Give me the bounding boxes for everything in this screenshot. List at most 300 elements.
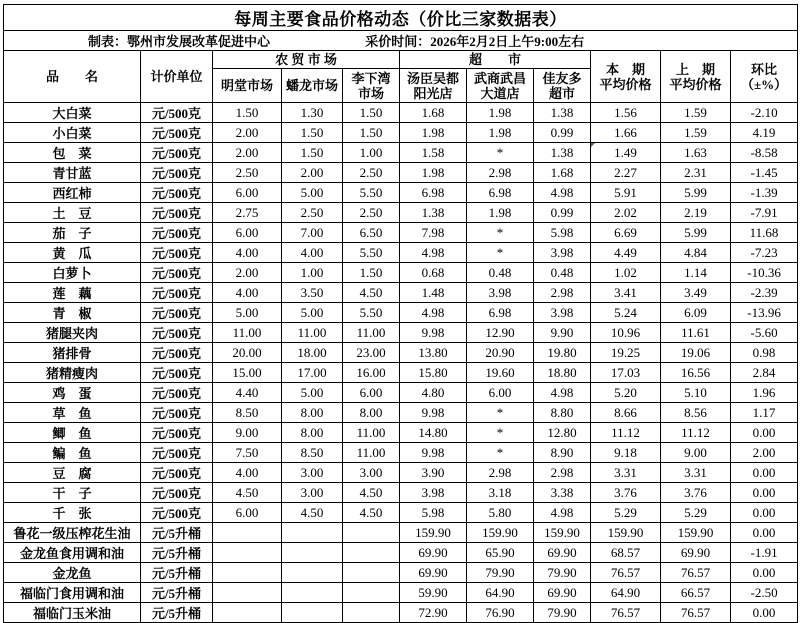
unit-cell: 元/500克 (141, 403, 213, 423)
item-name-cell: 草 鱼 (4, 403, 141, 423)
cell-jiayouduo: 79.90 (534, 563, 591, 583)
col-header-current-avg (591, 51, 661, 103)
cell-lixiawan: 1.50 (343, 103, 400, 123)
cell-panlong: 18.00 (282, 343, 343, 363)
unit-cell: 元/500克 (141, 503, 213, 523)
cell-mingtang: 6.00 (213, 503, 282, 523)
cell-lixiawan: 4.50 (343, 283, 400, 303)
table-row (4, 423, 798, 443)
cell-wushang-wuchang: * (467, 243, 534, 263)
current-avg-line2: 平均价格 (599, 76, 652, 92)
cell-jiayouduo: 4.98 (534, 183, 591, 203)
cell-mingtang (213, 563, 282, 583)
cell-jiayouduo: 2.98 (534, 463, 591, 483)
cell-ratio: 0.00 (731, 503, 798, 523)
item-name-cell: 黄 瓜 (4, 243, 141, 263)
survey-time-label: 采价时间：2026年2月2日上午9:00左右 (365, 34, 585, 49)
cell-current-avg: 76.57 (591, 603, 661, 623)
cell-mingtang (213, 583, 282, 603)
cell-ratio: -13.96 (731, 303, 798, 323)
cell-wushang-wuchang: 19.60 (467, 363, 534, 383)
cell-panlong: 4.50 (282, 503, 343, 523)
col-group-farmers-market: 农 贸 市 场 (213, 51, 400, 69)
table-row (4, 303, 798, 323)
cell-mingtang: 2.75 (213, 203, 282, 223)
cell-panlong: 2.50 (282, 203, 343, 223)
table-header-section (4, 5, 798, 103)
cell-ratio: 2.84 (731, 363, 798, 383)
cell-mingtang: 2.00 (213, 143, 282, 163)
item-name-cell: 莲 藕 (4, 283, 141, 303)
unit-cell: 元/500克 (141, 383, 213, 403)
cell-previous-avg: 5.99 (661, 183, 731, 203)
cell-ratio: -2.50 (731, 583, 798, 603)
cell-current-avg: 3.76 (591, 483, 661, 503)
table-row (4, 323, 798, 343)
cell-ratio: 0.00 (731, 603, 798, 623)
cell-panlong: 8.50 (282, 443, 343, 463)
cell-jiayouduo: 0.48 (534, 263, 591, 283)
cell-mingtang: 20.00 (213, 343, 282, 363)
cell-wushang-wuchang: 12.90 (467, 323, 534, 343)
cell-tangchen-wudu: 7.98 (400, 223, 467, 243)
cell-current-avg: 10.96 (591, 323, 661, 343)
col-header-item-name: 品 名 (4, 51, 141, 103)
cell-jiayouduo: 2.98 (534, 283, 591, 303)
cell-current-avg: 2.27 (591, 163, 661, 183)
market-name-line1: 李下湾 (351, 70, 391, 86)
cell-panlong (282, 563, 343, 583)
item-name-cell: 千 张 (4, 503, 141, 523)
cell-panlong (282, 523, 343, 543)
cell-wushang-wuchang: 64.90 (467, 583, 534, 603)
cell-panlong: 17.00 (282, 363, 343, 383)
table-row (4, 523, 798, 543)
unit-cell: 元/500克 (141, 423, 213, 443)
unit-cell: 元/500克 (141, 303, 213, 323)
cell-previous-avg: 69.90 (661, 543, 731, 563)
item-name-cell: 青甘蓝 (4, 163, 141, 183)
cell-lixiawan: 11.00 (343, 443, 400, 463)
cell-ratio: -5.60 (731, 323, 798, 343)
table-row (4, 383, 798, 403)
cell-mingtang: 4.50 (213, 483, 282, 503)
table-row (4, 163, 798, 183)
cell-panlong: 1.30 (282, 103, 343, 123)
cell-lixiawan: 23.00 (343, 343, 400, 363)
cell-current-avg: 5.91 (591, 183, 661, 203)
cell-jiayouduo: 69.90 (534, 583, 591, 603)
cell-jiayouduo: 4.98 (534, 503, 591, 523)
cell-wushang-wuchang: 1.98 (467, 103, 534, 123)
current-avg-line1: 本 期 (605, 61, 645, 77)
cell-previous-avg: 5.29 (661, 503, 731, 523)
cell-wushang-wuchang: 1.98 (467, 203, 534, 223)
unit-cell: 元/500克 (141, 123, 213, 143)
item-name-cell: 福临门食用调和油 (4, 583, 141, 603)
cell-previous-avg: 3.76 (661, 483, 731, 503)
price-table (3, 4, 798, 623)
market-name-line2: 市场 (357, 85, 384, 101)
unit-cell: 元/500克 (141, 263, 213, 283)
item-name-cell: 白萝卜 (4, 263, 141, 283)
cell-previous-avg: 2.19 (661, 203, 731, 223)
cell-ratio: 1.96 (731, 383, 798, 403)
cell-current-avg: 1.02 (591, 263, 661, 283)
cell-panlong: 2.00 (282, 163, 343, 183)
item-name-cell: 包 菜 (4, 143, 141, 163)
table-row (4, 263, 798, 283)
cell-previous-avg: 1.14 (661, 263, 731, 283)
col-header-market-panlong (282, 69, 343, 103)
cell-lixiawan: 5.50 (343, 243, 400, 263)
cell-mingtang: 8.50 (213, 403, 282, 423)
cell-wushang-wuchang: 6.98 (467, 303, 534, 323)
table-row (4, 563, 798, 583)
cell-lixiawan: 4.50 (343, 503, 400, 523)
cell-ratio: -2.39 (731, 283, 798, 303)
ratio-line1: 环比 (751, 61, 778, 77)
cell-wushang-wuchang: 0.48 (467, 263, 534, 283)
cell-jiayouduo: 3.98 (534, 243, 591, 263)
cell-current-avg: 1.66 (591, 123, 661, 143)
item-name-cell: 豆 腐 (4, 463, 141, 483)
unit-cell: 元/500克 (141, 243, 213, 263)
cell-ratio: 1.17 (731, 403, 798, 423)
cell-ratio: 0.00 (731, 523, 798, 543)
table-row (4, 203, 798, 223)
cell-wushang-wuchang: * (467, 443, 534, 463)
cell-tangchen-wudu: 9.98 (400, 323, 467, 343)
cell-previous-avg: 3.31 (661, 463, 731, 483)
table-row (4, 183, 798, 203)
cell-previous-avg: 11.61 (661, 323, 731, 343)
cell-lixiawan: 1.50 (343, 123, 400, 143)
cell-tangchen-wudu: 4.80 (400, 383, 467, 403)
table-row (4, 543, 798, 563)
cell-lixiawan: 6.00 (343, 383, 400, 403)
previous-avg-line1: 上 期 (675, 61, 715, 77)
cell-wushang-wuchang: * (467, 423, 534, 443)
cell-current-avg: 19.25 (591, 343, 661, 363)
cell-tangchen-wudu: 14.80 (400, 423, 467, 443)
cell-ratio: 0.00 (731, 423, 798, 443)
cell-panlong: 7.00 (282, 223, 343, 243)
cell-mingtang: 5.00 (213, 303, 282, 323)
cell-jiayouduo: 69.90 (534, 543, 591, 563)
cell-previous-avg: 1.63 (661, 143, 731, 163)
item-name-cell: 鸡 蛋 (4, 383, 141, 403)
cell-previous-avg: 8.56 (661, 403, 731, 423)
cell-panlong: 1.50 (282, 123, 343, 143)
cell-current-avg: 11.12 (591, 423, 661, 443)
cell-lixiawan: 6.50 (343, 223, 400, 243)
cell-wushang-wuchang: 159.90 (467, 523, 534, 543)
item-name-cell: 干 子 (4, 483, 141, 503)
cell-current-avg: 76.57 (591, 563, 661, 583)
cell-panlong: 5.00 (282, 303, 343, 323)
cell-ratio: -1.39 (731, 183, 798, 203)
cell-wushang-wuchang: 76.90 (467, 603, 534, 623)
table-maker-label: 制表：鄂州市发展改革促进中心 (88, 34, 271, 49)
cell-mingtang: 2.00 (213, 263, 282, 283)
cell-ratio: -7.23 (731, 243, 798, 263)
cell-current-avg: 5.29 (591, 503, 661, 523)
cell-panlong: 11.00 (282, 323, 343, 343)
cell-ratio: -8.58 (731, 143, 798, 163)
item-name-cell: 鲁花一级压榨花生油 (4, 523, 141, 543)
cell-current-avg: 3.31 (591, 463, 661, 483)
market-name-line1: 佳友多 (542, 70, 582, 86)
unit-cell: 元/500克 (141, 363, 213, 383)
cell-tangchen-wudu: 1.38 (400, 203, 467, 223)
unit-cell: 元/500克 (141, 143, 213, 163)
cell-jiayouduo: 0.99 (534, 123, 591, 143)
price-table-body (4, 103, 798, 623)
cell-tangchen-wudu: 1.98 (400, 163, 467, 183)
cell-panlong: 8.00 (282, 403, 343, 423)
market-name-line2: 超市 (548, 85, 575, 101)
cell-tangchen-wudu: 69.90 (400, 543, 467, 563)
cell-previous-avg: 5.10 (661, 383, 731, 403)
cell-wushang-wuchang: 3.98 (467, 283, 534, 303)
table-row (4, 103, 798, 123)
item-name-cell: 猪精瘦肉 (4, 363, 141, 383)
cell-ratio: 11.68 (731, 223, 798, 243)
item-name-cell: 鲫 鱼 (4, 423, 141, 443)
cell-tangchen-wudu: 69.90 (400, 563, 467, 583)
cell-lixiawan: 2.50 (343, 163, 400, 183)
unit-cell: 元/500克 (141, 463, 213, 483)
cell-lixiawan (343, 563, 400, 583)
cell-previous-avg: 159.90 (661, 523, 731, 543)
market-name-line1: 明堂市场 (220, 78, 273, 93)
unit-cell: 元/5升桶 (141, 563, 213, 583)
cell-mingtang: 11.00 (213, 323, 282, 343)
cell-current-avg: 68.57 (591, 543, 661, 563)
unit-cell: 元/500克 (141, 483, 213, 503)
cell-mingtang: 4.00 (213, 243, 282, 263)
market-name-line2: 大道店 (480, 85, 520, 101)
table-row (4, 503, 798, 523)
col-header-market-mingtang (213, 69, 282, 103)
cell-mingtang: 6.00 (213, 223, 282, 243)
cell-lixiawan: 11.00 (343, 323, 400, 343)
cell-wushang-wuchang: 1.98 (467, 123, 534, 143)
item-name-cell: 青 椒 (4, 303, 141, 323)
cell-tangchen-wudu: 13.80 (400, 343, 467, 363)
item-name-cell: 茄 子 (4, 223, 141, 243)
cell-current-avg: 9.18 (591, 443, 661, 463)
cell-panlong: 1.00 (282, 263, 343, 283)
cell-tangchen-wudu: 0.68 (400, 263, 467, 283)
table-row (4, 583, 798, 603)
cell-tangchen-wudu: 9.98 (400, 443, 467, 463)
cell-mingtang: 4.40 (213, 383, 282, 403)
title-row (4, 5, 798, 31)
cell-jiayouduo: 159.90 (534, 523, 591, 543)
col-header-previous-avg (661, 51, 731, 103)
cell-jiayouduo: 79.90 (534, 603, 591, 623)
cell-wushang-wuchang: 20.90 (467, 343, 534, 363)
cell-ratio: 0.00 (731, 563, 798, 583)
cell-current-avg: 6.69 (591, 223, 661, 243)
col-header-unit: 计价单位 (141, 51, 213, 103)
cell-current-avg: 5.20 (591, 383, 661, 403)
ratio-line2: （±%） (740, 76, 788, 92)
cell-ratio: 4.19 (731, 123, 798, 143)
cell-panlong: 5.00 (282, 183, 343, 203)
table-row (4, 223, 798, 243)
cell-previous-avg: 5.99 (661, 223, 731, 243)
item-name-cell: 金龙鱼食用调和油 (4, 543, 141, 563)
unit-cell: 元/5升桶 (141, 523, 213, 543)
cell-wushang-wuchang: * (467, 223, 534, 243)
cell-current-avg: 17.03 (591, 363, 661, 383)
cell-lixiawan (343, 523, 400, 543)
cell-tangchen-wudu: 1.48 (400, 283, 467, 303)
cell-current-avg: 2.02 (591, 203, 661, 223)
cell-current-avg: 8.66 (591, 403, 661, 423)
cell-jiayouduo: 3.98 (534, 303, 591, 323)
cell-ratio: -7.91 (731, 203, 798, 223)
cell-jiayouduo: 18.80 (534, 363, 591, 383)
col-header-market-lixiawan (343, 69, 400, 103)
cell-mingtang: 9.00 (213, 423, 282, 443)
green-flag-triangle (591, 143, 595, 147)
cell-panlong: 5.00 (282, 383, 343, 403)
cell-current-avg: 1.49 (591, 143, 661, 163)
cell-tangchen-wudu: 72.90 (400, 603, 467, 623)
cell-tangchen-wudu: 15.80 (400, 363, 467, 383)
market-name-line1: 汤臣吴都 (406, 70, 459, 86)
cell-current-avg: 1.56 (591, 103, 661, 123)
table-row (4, 343, 798, 363)
cell-jiayouduo: 19.80 (534, 343, 591, 363)
market-name-line2: 阳光店 (413, 85, 453, 101)
unit-cell: 元/500克 (141, 223, 213, 243)
cell-ratio: 0.98 (731, 343, 798, 363)
cell-previous-avg: 66.57 (661, 583, 731, 603)
cell-lixiawan (343, 543, 400, 563)
cell-lixiawan: 8.00 (343, 403, 400, 423)
cell-lixiawan: 1.00 (343, 143, 400, 163)
cell-wushang-wuchang: 6.98 (467, 183, 534, 203)
cell-mingtang: 4.00 (213, 463, 282, 483)
col-header-market-jiayouduo (534, 69, 591, 103)
cell-mingtang: 2.00 (213, 123, 282, 143)
unit-cell: 元/500克 (141, 323, 213, 343)
cell-current-avg: 5.24 (591, 303, 661, 323)
cell-mingtang: 4.00 (213, 283, 282, 303)
cell-tangchen-wudu: 9.98 (400, 403, 467, 423)
cell-tangchen-wudu: 6.98 (400, 183, 467, 203)
cell-tangchen-wudu: 4.98 (400, 243, 467, 263)
meta-cell (4, 31, 798, 51)
item-name-cell: 猪排骨 (4, 343, 141, 363)
unit-cell: 元/500克 (141, 203, 213, 223)
cell-panlong (282, 603, 343, 623)
cell-tangchen-wudu: 1.58 (400, 143, 467, 163)
cell-panlong: 3.00 (282, 483, 343, 503)
cell-previous-avg: 9.00 (661, 443, 731, 463)
meta-row (4, 31, 798, 51)
cell-panlong: 4.00 (282, 243, 343, 263)
cell-lixiawan: 5.50 (343, 303, 400, 323)
table-row (4, 143, 798, 163)
item-name-cell: 福临门玉米油 (4, 603, 141, 623)
item-name-cell: 金龙鱼 (4, 563, 141, 583)
cell-mingtang: 2.50 (213, 163, 282, 183)
table-row (4, 123, 798, 143)
cell-wushang-wuchang: 5.80 (467, 503, 534, 523)
cell-previous-avg: 4.84 (661, 243, 731, 263)
cell-jiayouduo: 12.80 (534, 423, 591, 443)
cell-tangchen-wudu: 4.98 (400, 303, 467, 323)
cell-panlong: 3.50 (282, 283, 343, 303)
cell-tangchen-wudu: 3.90 (400, 463, 467, 483)
table-row (4, 403, 798, 423)
cell-ratio: 0.00 (731, 483, 798, 503)
unit-cell: 元/5升桶 (141, 603, 213, 623)
cell-previous-avg: 76.57 (661, 563, 731, 583)
table-row (4, 603, 798, 623)
item-name-cell: 鳊 鱼 (4, 443, 141, 463)
table-row (4, 283, 798, 303)
cell-wushang-wuchang: 6.00 (467, 383, 534, 403)
cell-wushang-wuchang: * (467, 143, 534, 163)
cell-jiayouduo: 3.38 (534, 483, 591, 503)
previous-avg-line2: 平均价格 (669, 76, 722, 92)
cell-wushang-wuchang: 3.18 (467, 483, 534, 503)
cell-current-avg: 159.90 (591, 523, 661, 543)
unit-cell: 元/500克 (141, 283, 213, 303)
cell-current-avg: 64.90 (591, 583, 661, 603)
cell-ratio: 2.00 (731, 443, 798, 463)
cell-lixiawan: 11.00 (343, 423, 400, 443)
table-row (4, 243, 798, 263)
cell-panlong: 8.00 (282, 423, 343, 443)
cell-current-avg: 4.49 (591, 243, 661, 263)
col-header-market-tangchen-wudu (400, 69, 467, 103)
cell-previous-avg: 1.59 (661, 103, 731, 123)
cell-mingtang: 1.50 (213, 103, 282, 123)
cell-jiayouduo: 1.38 (534, 143, 591, 163)
table-row (4, 483, 798, 503)
unit-cell: 元/5升桶 (141, 583, 213, 603)
cell-jiayouduo: 5.98 (534, 223, 591, 243)
cell-jiayouduo: 8.80 (534, 403, 591, 423)
cell-previous-avg: 19.06 (661, 343, 731, 363)
cell-jiayouduo: 1.38 (534, 103, 591, 123)
cell-previous-avg: 76.57 (661, 603, 731, 623)
cell-lixiawan (343, 583, 400, 603)
cell-tangchen-wudu: 1.98 (400, 123, 467, 143)
cell-jiayouduo: 1.68 (534, 163, 591, 183)
cell-panlong (282, 583, 343, 603)
cell-previous-avg: 6.09 (661, 303, 731, 323)
cell-mingtang (213, 603, 282, 623)
item-name-cell: 小白菜 (4, 123, 141, 143)
cell-mingtang: 15.00 (213, 363, 282, 383)
cell-ratio: 0.00 (731, 463, 798, 483)
cell-tangchen-wudu: 59.90 (400, 583, 467, 603)
cell-previous-avg: 11.12 (661, 423, 731, 443)
table-row (4, 363, 798, 383)
cell-wushang-wuchang: 79.90 (467, 563, 534, 583)
cell-previous-avg: 3.49 (661, 283, 731, 303)
item-name-cell: 猪腿夹肉 (4, 323, 141, 343)
